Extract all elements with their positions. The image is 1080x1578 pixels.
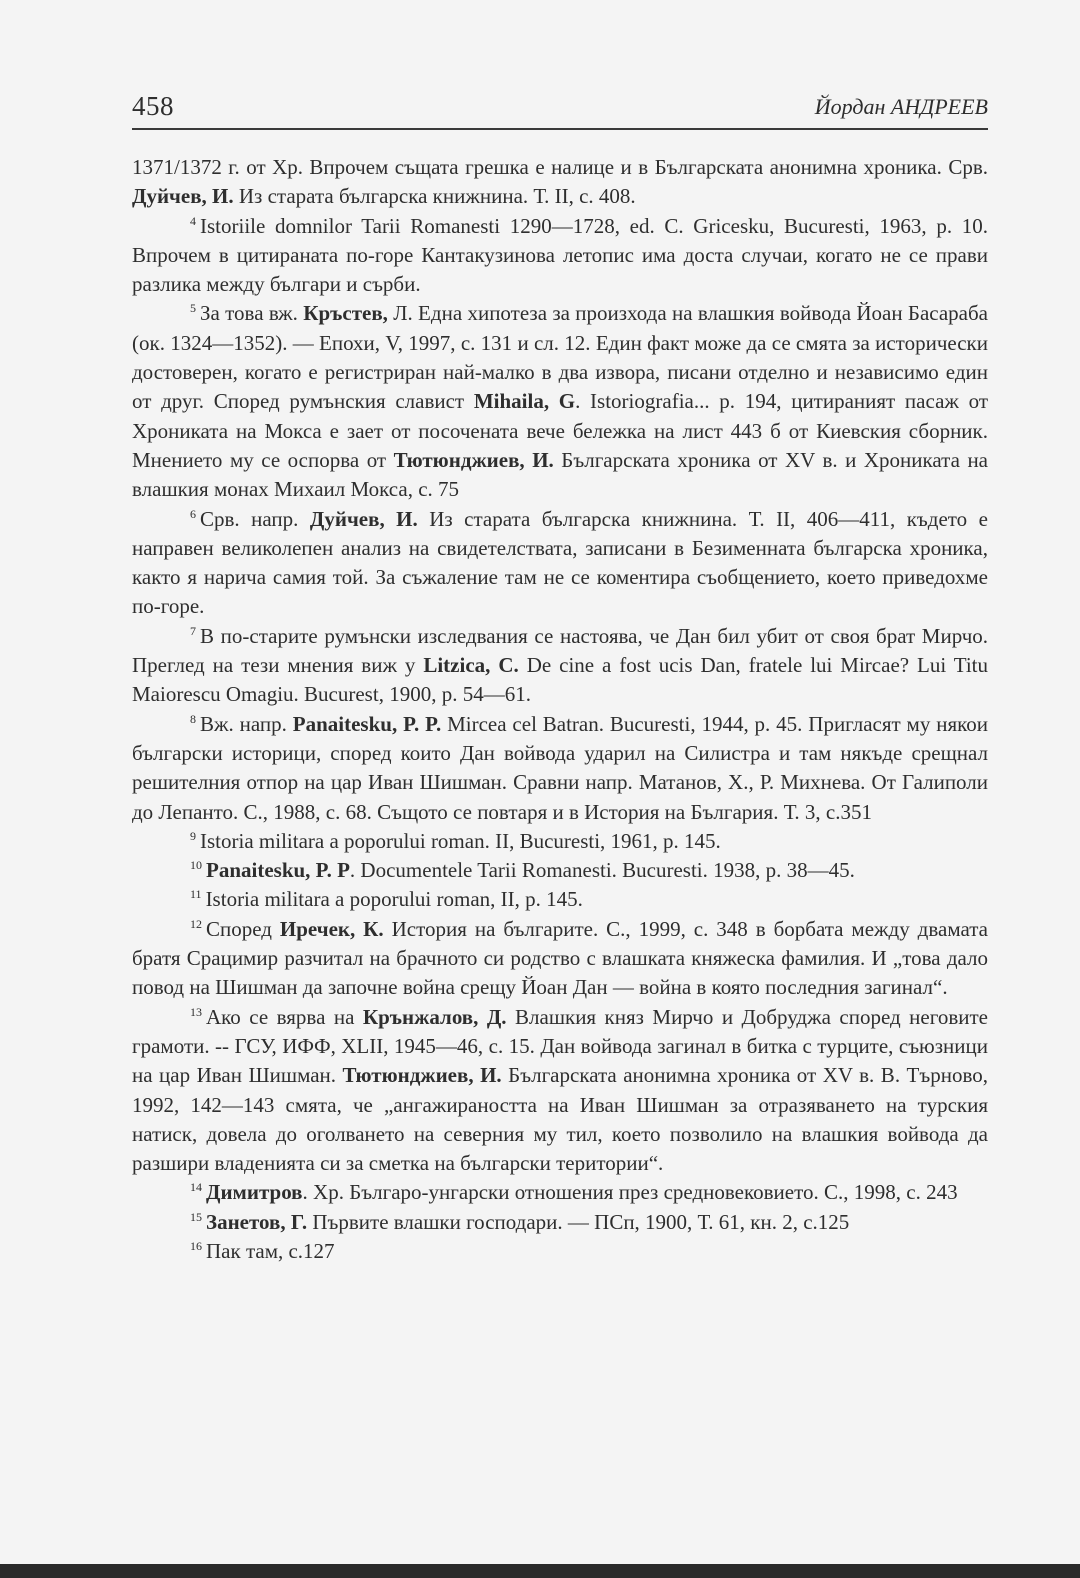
- scan-bottom-edge: [0, 1564, 1080, 1578]
- footnote-number: 5: [190, 301, 196, 316]
- footnote-6: $^6$ Срв. напр. Дуйчев, И. Из старата българска книжнина. Т. II, 406—411, където е направен великолепен анализ на свидетелствата, записани в Безименната българска хроника, както я нарича самия той. За съжаление там не се коментира съобщението, което приведохме по-горе.: [132, 506, 988, 619]
- footnote-number: 15: [190, 1209, 202, 1224]
- footnote-number: 11: [190, 887, 202, 902]
- footnote-number: 4: [190, 213, 196, 228]
- footnote-number: 9: [190, 828, 196, 843]
- page-number: 458: [132, 91, 174, 121]
- footnote-5: $^5$ За това вж. Кръстев, Л. Една хипотеза за произхода на влашкия войвода Йоан Басараба (ок. 1324—1352). — Епохи, V, 1997, с. 131 и сл. 12. Един факт може да се смята за исторически достоверен, когато е регистриран най-малко в два извора, писани отделно и независимо един от друг. Според румънския славист Mihaila, G. Istoriografia... p. 194, цитираният пасаж от Хрониката на Мокса е зает от посочената вече бележка на лист 443 б от Киевския сборник. Мнението му се оспорва от Тютюнджиев, И. Българската хроника от XV в. и Хрониката на влашкия монах Михаил Мокса, с. 75: [132, 301, 989, 502]
- footnote-4: $^4$ Istoriile domnilor Tarii Romanesti 1290—1728, ed. C. Gricesku, Bucuresti, 1963, p. 10. Впрочем в цитираната по-горе Кантакузинова летопис има доста случаи, когато не се прави разлика между българи и сърби.: [132, 213, 988, 297]
- footnote-number: 16: [190, 1238, 202, 1253]
- footnote-number: 6: [190, 506, 196, 521]
- footnote-number: 13: [190, 1004, 202, 1019]
- footnotes-block: [132, 153, 988, 1266]
- footnote-continuation: 1371/1372 г. от Хр. Впрочем същата грешка е налице и в Българската анонимна хроника. Срв. Дуйчев, И. Из старата българска книжнина. Т. II, с. 408.: [132, 155, 988, 209]
- footnote-8: $^8$ Вж. напр. Panaitesku, P. P. Mircea cel Batran. Bucuresti, 1944, p. 45. Пригласят му някои български историци, според които Дан войвода ударил на Силистра и там някъде срещнал решителния отпор на цар Иван Шишман. Сравни напр. Матанов, Х., Р. Михнева. От Галиполи до Лепанто. С., 1988, с. 68. Същото се повтаря и в История на България. Т. 3, с.351: [132, 711, 988, 824]
- footnote-10: $^{10}$ Panaitesku, P. P. Documentele Tarii Romanesti. Bucuresti. 1938, p. 38—45.: [190, 858, 855, 883]
- footnote-15: $^{15}$ Занетов, Г. Първите влашки господари. — ПСп, 1900, Т. 61, кн. 2, с.125: [190, 1209, 850, 1234]
- footnote-number: 8: [190, 711, 196, 726]
- footnote-11: $^{11}$ Istoria militara a poporului roman, II, p. 145.: [190, 887, 583, 912]
- footnote-7: $^7$ В по-старите румънски изследвания се настоява, че Дан бил убит от своя брат Мирчо. Преглед на тези мнения виж у Litzica, C. De cine a fost ucis Dan, fratele lui Mircae? Lui Titu Maiorescu Omagiu. Bucurest, 1900, p. 54—61.: [132, 623, 988, 707]
- footnote-9: $^9$ Istoria militara a poporului roman. II, Bucuresti, 1961, p. 145.: [190, 828, 721, 853]
- footnote-number: 12: [190, 916, 202, 931]
- footnote-number: 10: [190, 858, 202, 873]
- footnote-number: 14: [190, 1180, 202, 1195]
- footnote-13: $^{13}$ Ако се вярва на Крънжалов, Д. Влашкия княз Мирчо и Добруджа според неговите грамоти. -- ГСУ, ИФФ, XLII, 1945—46, с. 15. Дан войвода загинал в битка с турците, съюзници на цар Иван Шишман. Тютюнджиев, И. Българската анонимна хроника от XV в. В. Търново, 1992, 142—143 смята, че „ангажираността на Иван Шишман за отразяването на турския натиск, довела до оголването на северния му тил, което позволило на влашкия войвода да разшири владенията си за сметка на български територии“.: [132, 1004, 989, 1176]
- footnote-12: $^{12}$ Според Иречек, К. История на българите. С., 1999, с. 348 в борбата между двамата братя Срацимир разчитал на брачното си родство с влашката княжеска фамилия. И „това дало повод на Шишман да започне война срещу Йоан Дан — война в която последния загинал“.: [132, 916, 988, 1000]
- footnote-14: $^{14}$ Димитров. Хр. Българо-унгарски отношения през средновековието. С., 1998, с. 243: [190, 1180, 958, 1205]
- running-head-author: Йордан АНДРЕЕВ: [814, 94, 988, 119]
- footnote-16: $^{16}$ Пак там, с.127: [190, 1238, 335, 1263]
- footnote-number: 7: [190, 623, 196, 638]
- page-header: [132, 88, 988, 130]
